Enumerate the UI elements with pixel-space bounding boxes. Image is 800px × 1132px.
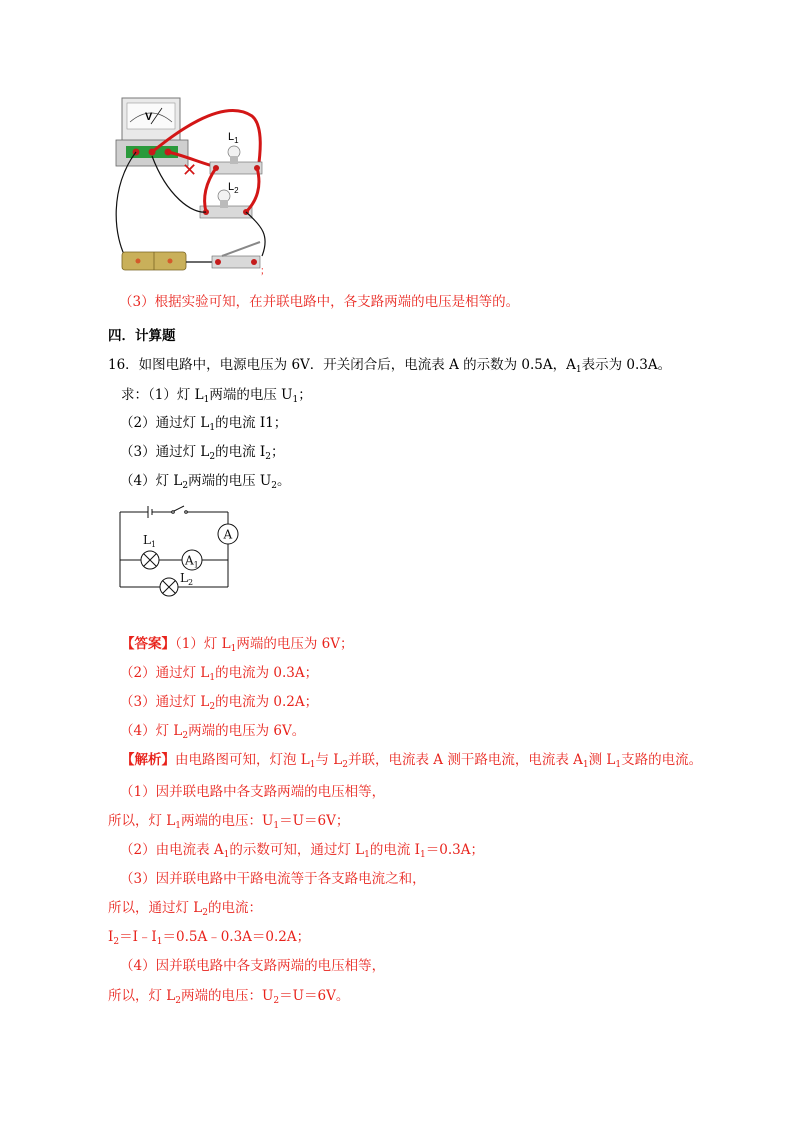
- analysis-line-6: $I_2=I﹣I_1=0.5A﹣0.3A=0.2A$；: [108, 929, 311, 947]
- photo-lamp1-label: $L_1$: [228, 131, 239, 145]
- voltmeter-label: V: [145, 111, 153, 123]
- analysis-tag: 【解析】: [121, 752, 175, 768]
- schematic-lamp2-label: $L_2$: [180, 571, 194, 587]
- cut-wire-mark: ✕: [182, 160, 198, 181]
- analysis-line-1: （1）因并联电路中各支路两端的电压相等，: [120, 784, 386, 800]
- photo-lamp2-label: $L_2$: [228, 181, 239, 195]
- question-part-1: 求：（1）灯 $L_1$两端的电压 $U_1$；: [121, 387, 312, 405]
- question-part-2: （2）通过灯 $L_1$的电流 I1；: [120, 415, 288, 433]
- question-part-3: （3）通过灯 $L_2$的电流 $I_2$；: [120, 444, 285, 462]
- analysis-line-2: 所以，灯 $L_1$两端的电压：$U_1=U=6V$；: [108, 813, 350, 831]
- answer-tag: 【答案】: [121, 636, 175, 652]
- conclusion-text: （3）根据实验可知，在并联电路中，各支路两端的电压是相等的。: [119, 294, 520, 310]
- question-intro: 16．如图电路中，电源电压为 6V．开关闭合后，电流表 A 的示数为 0.5A，$A_1$表示为 0.3A。: [108, 357, 672, 375]
- trailing-semicolon: ；: [260, 266, 270, 276]
- answer-line-3: （3）通过灯 $L_2$的电流为 0.2A；: [120, 694, 319, 712]
- analysis-line-0: 【解析】由电路图可知，灯泡 $L_1$与 $L_2$并联，电流表 A 测干路电流，电流表 $A_1$测 $L_1$支路的电流。: [121, 752, 703, 770]
- circuit-schematic: [110, 500, 245, 605]
- analysis-line-7: （4）因并联电路中各支路两端的电压相等，: [120, 958, 386, 974]
- schematic-ammeter1-label: $A_1$: [185, 553, 199, 570]
- answer-line-4: （4）灯 $L_2$两端的电压为 6V。: [120, 723, 306, 741]
- analysis-line-5: 所以，通过灯 $L_2$的电流：: [108, 900, 262, 918]
- analysis-line-4: （3）因并联电路中干路电流等于各支路电流之和，: [120, 871, 426, 887]
- circuit-photo: [112, 96, 272, 276]
- answer-line-1: 【答案】（1）灯 $L_1$两端的电压为 6V；: [121, 636, 354, 654]
- analysis-line-3: （2）由电流表 $A_1$的示数可知，通过灯 $L_1$的电流 $I_1=0.3A$；: [120, 842, 484, 860]
- section-title: 四．计算题: [108, 328, 176, 344]
- schematic-lamp1-label: $L_1$: [143, 533, 157, 549]
- answer-line-2: （2）通过灯 $L_1$的电流为 0.3A；: [120, 665, 319, 683]
- schematic-ammeter-label: A: [223, 527, 233, 542]
- question-part-4: （4）灯 $L_2$两端的电压 $U_2$。: [120, 473, 291, 491]
- analysis-line-8: 所以，灯 $L_2$两端的电压：$U_2=U=6V$。: [108, 988, 350, 1006]
